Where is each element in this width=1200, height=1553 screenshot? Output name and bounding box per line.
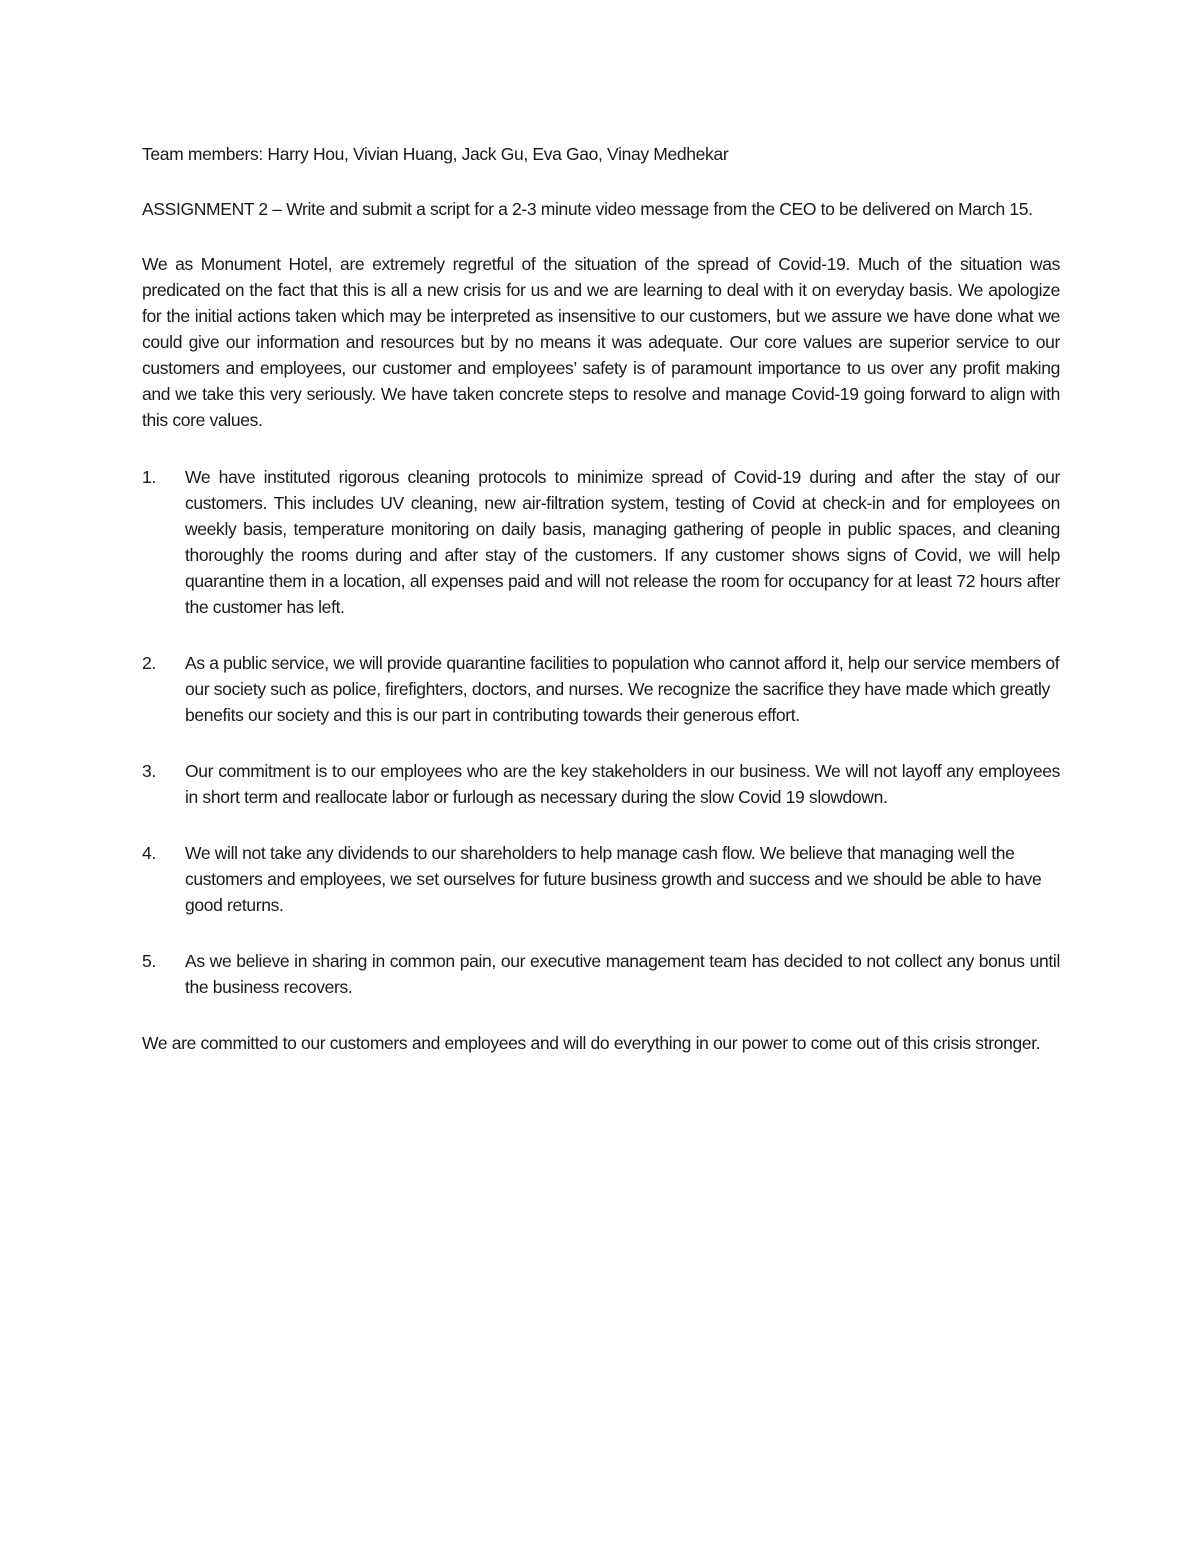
list-item-text: We have instituted rigorous cleaning protocols to minimize spread of Covid-19 during and after the stay of our customers. This includes UV cleaning, new air-filtration system, testing of Covid at check-in and for employees on weekly basis, temperature monitoring on daily basis, managing gathering of people in public spaces, and cleaning thoroughly the rooms during and after stay of the customers. If any customer shows signs of Covid, we will help quarantine them in a location, all expenses paid and will not release the room for occupancy for at least 72 hours after the customer has left.: [185, 467, 1060, 617]
list-item-text: As we believe in sharing in common pain, our executive management team has decided to not collect any bonus until the business recovers.: [185, 951, 1060, 997]
assignment-heading: ASSIGNMENT 2 – Write and submit a script for a 2-3 minute video message from the CEO to be delivered on March 15.: [142, 199, 1033, 219]
team-members-line: Team members: Harry Hou, Vivian Huang, Jack Gu, Eva Gao, Vinay Medhekar: [142, 144, 729, 164]
list-item: [142, 948, 1060, 1000]
list-item-text: We will not take any dividends to our shareholders to help manage cash flow. We believe that managing well the customers and employees, we set ourselves for future business growth and success and we should be able to have good returns.: [185, 843, 1042, 915]
list-item-text: As a public service, we will provide quarantine facilities to population who cannot afford it, help our service members of our society such as police, firefighters, doctors, and nurses. We recognize the sacrifice they have made which greatly benefits our society and this is our part in contributing towards their generous effort.: [185, 653, 1060, 725]
list-item-number: 3.: [142, 761, 156, 781]
list-item-number: 1.: [142, 467, 156, 487]
list-item-number: 2.: [142, 653, 156, 673]
action-steps-list: [142, 464, 1060, 1000]
list-item: [142, 840, 1060, 918]
list-item: [142, 464, 1060, 620]
list-item: [142, 650, 1060, 728]
list-item-number: 4.: [142, 843, 156, 863]
intro-paragraph: We as Monument Hotel, are extremely regretful of the situation of the spread of Covid-19. Much of the situation was predicated on the fact that this is all a new crisis for us and we are learning to deal with it on everyday basis. We apologize for the initial actions taken which may be interpreted as insensitive to our customers, but we assure we have done what we could give our information and resources but by no means it was adequate. Our core values are superior service to our customers and employees, our customer and employees’ safety is of paramount importance to us over any profit making and we take this very seriously. We have taken concrete steps to resolve and manage Covid-19 going forward to align with this core values.: [142, 254, 1060, 430]
document-page: [142, 141, 1060, 1056]
list-item-text: Our commitment is to our employees who are the key stakeholders in our business. We will not layoff any employees in short term and reallocate labor or furlough as necessary during the slow Covid 19 slowdown.: [185, 761, 1060, 807]
list-item-number: 5.: [142, 951, 156, 971]
list-item: [142, 758, 1060, 810]
closing-paragraph: We are committed to our customers and employees and will do everything in our power to come out of this crisis stronger.: [142, 1033, 1041, 1053]
